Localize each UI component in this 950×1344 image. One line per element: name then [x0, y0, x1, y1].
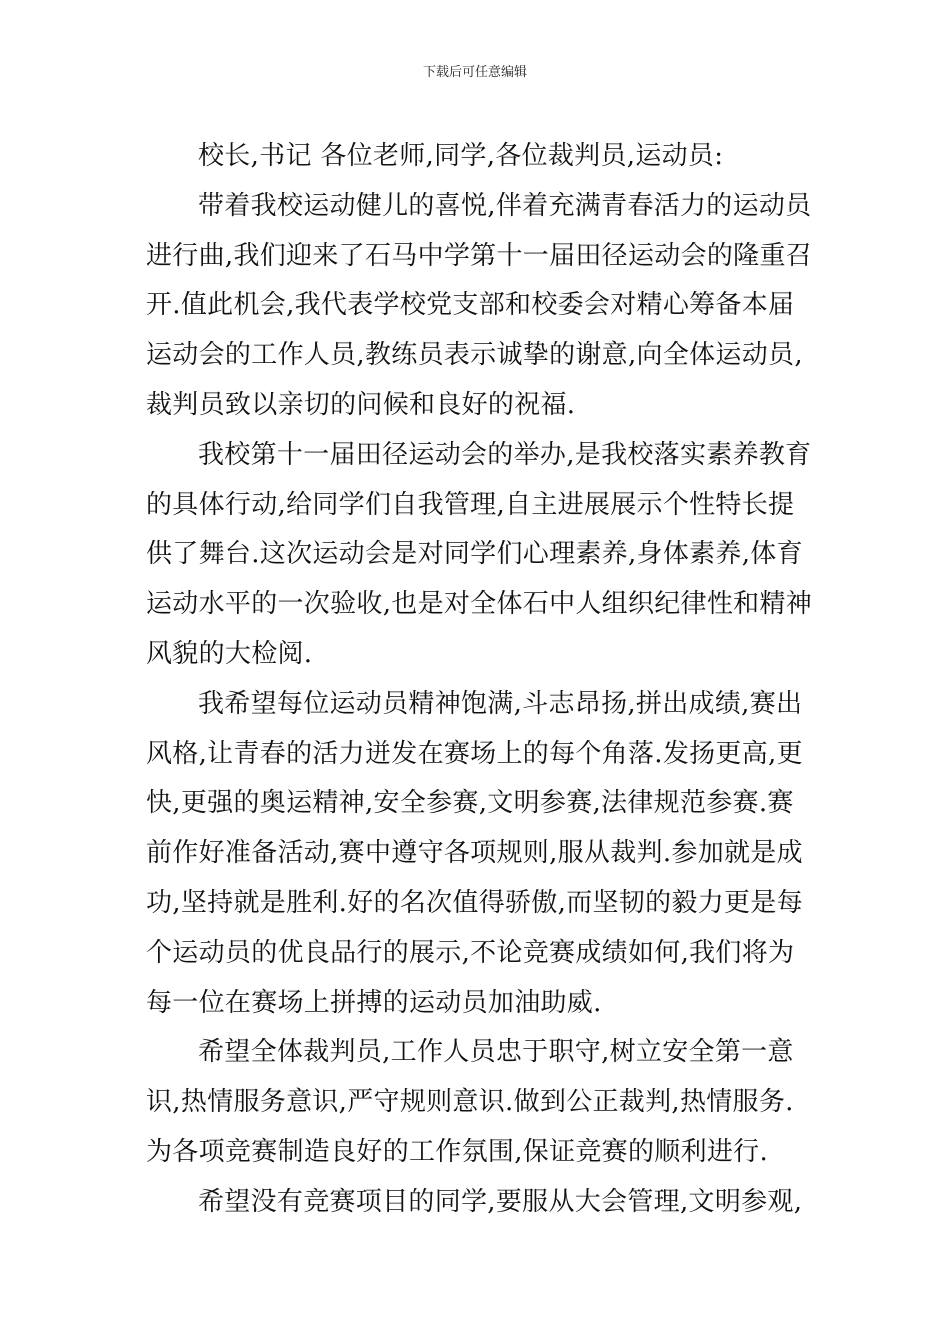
- body-paragraph-1: [146, 182, 816, 431]
- text-line: 开.值此机会,我代表学校党支部和校委会对精心筹备本届: [146, 290, 795, 321]
- page-header-note: 下载后可任意编辑: [422, 65, 527, 80]
- salutation-paragraph: [146, 132, 816, 182]
- text-line: 供了舞台.这次运动会是对同学们心理素养,身体素养,体育: [146, 539, 803, 570]
- text-line: 希望没有竞赛项目的同学,要服从大会管理,文明参观,: [198, 1186, 803, 1217]
- text-line: 裁判员致以亲切的问候和良好的祝福.: [146, 389, 576, 420]
- text-line: 带着我校运动健儿的喜悦,伴着充满青春活力的运动员: [198, 190, 812, 221]
- text-line: 我校第十一届田径运动会的举办,是我校落实素养教育: [198, 439, 812, 470]
- text-line: 校长,书记 各位老师,同学,各位裁判员,运动员:: [198, 141, 724, 171]
- text-line: 希望全体裁判员,工作人员忠于职守,树立安全第一意: [198, 1037, 794, 1068]
- text-line: 为各项竞赛制造良好的工作氛围,保证竞赛的顺利进行.: [146, 1136, 769, 1167]
- text-line: 风格,让青春的活力迸发在赛场上的每个角落.发扬更高,更: [146, 738, 803, 769]
- text-line: 快,更强的奥运精神,安全参赛,文明参赛,法律规范参赛.赛: [146, 788, 794, 819]
- body-paragraph-2: [146, 431, 816, 680]
- text-line: 功,坚持就是胜利.好的名次值得骄傲,而坚韧的毅力更是每: [146, 887, 803, 918]
- text-line: 风貌的大检阅.: [146, 638, 313, 669]
- text-line: 的具体行动,给同学们自我管理,自主进展展示个性特长提: [146, 489, 795, 520]
- text-line: 识,热情服务意识,严守规则意识.做到公正裁判,热情服务.: [146, 1087, 794, 1118]
- text-line: 我希望每位运动员精神饱满,斗志昂扬,拼出成绩,赛出: [198, 688, 803, 719]
- text-line: 运动会的工作人员,教练员表示诚挚的谢意,向全体运动员,: [146, 340, 803, 371]
- text-line: 进行曲,我们迎来了石马中学第十一届田径运动会的隆重召: [146, 240, 813, 271]
- text-line: 个运动员的优良品行的展示,不论竞赛成绩如何,我们将为: [146, 937, 795, 968]
- text-line: 前作好准备活动,赛中遵守各项规则,服从裁判.参加就是成: [146, 838, 803, 869]
- body-paragraph-5: [146, 1178, 816, 1228]
- text-line: 每一位在赛场上拼搏的运动员加油助威.: [146, 987, 602, 1018]
- text-line: 运动水平的一次验收,也是对全体石中人组织纪律性和精神: [146, 589, 813, 620]
- body-paragraph-3: [146, 680, 816, 1029]
- body-paragraph-4: [146, 1028, 816, 1177]
- document-body: [146, 132, 816, 1228]
